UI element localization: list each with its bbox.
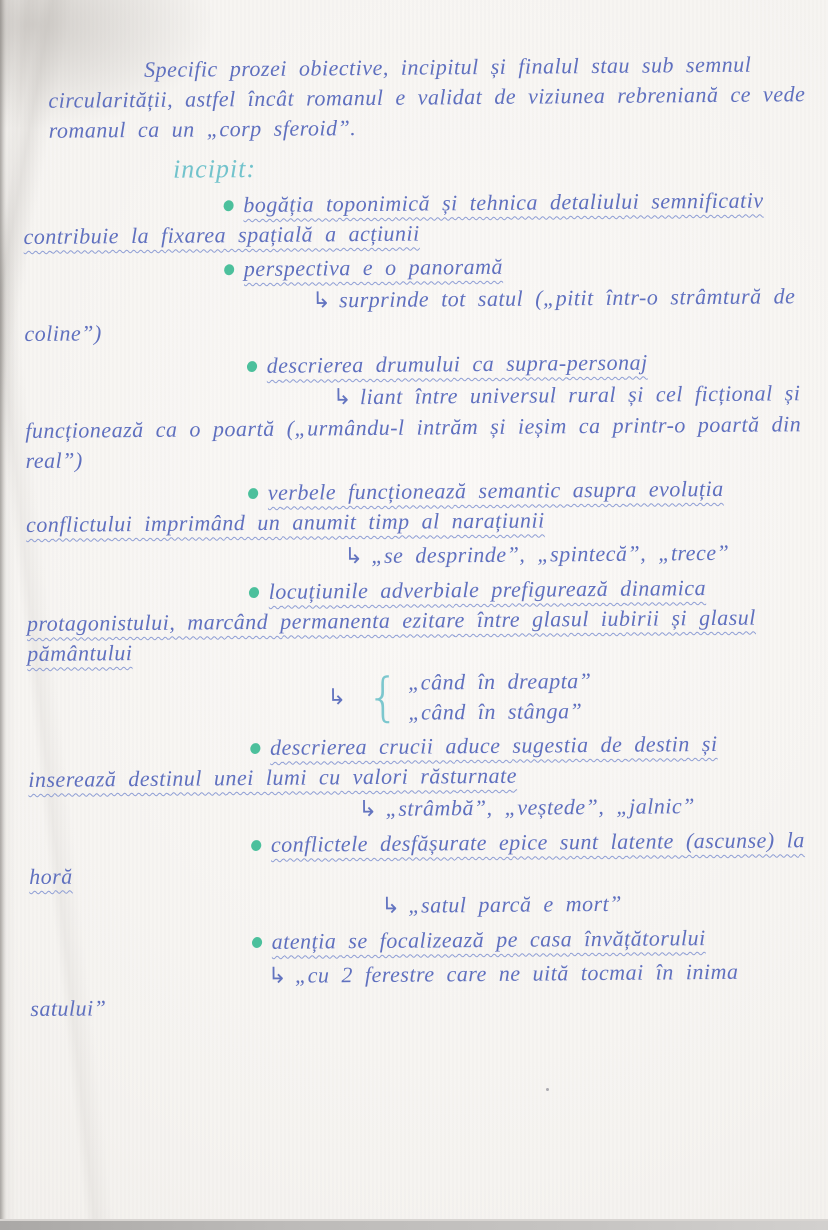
bullet-dot-icon bbox=[250, 839, 263, 852]
bullet-text: verbele funcționează semantic asupra evoluția conflictului imprimând un anumit timp al narațiunii bbox=[25, 475, 724, 537]
paper-left-edge bbox=[0, 0, 5, 1230]
arrow-icon: ↳ bbox=[327, 685, 347, 711]
sub-note bbox=[30, 956, 819, 1024]
arrow-icon: ↳ bbox=[267, 963, 288, 989]
bullet-dot-icon bbox=[251, 936, 264, 949]
arrow-icon: ↳ bbox=[381, 893, 401, 919]
bullet-item bbox=[27, 572, 816, 669]
arrow-icon: ↳ bbox=[332, 385, 353, 411]
sub-note bbox=[25, 378, 814, 476]
intro-paragraph: Specific prozei obiective, incipitul și finalul stau sub semnul circularității, astfel încât romanul e validat de viziunea rebreniană ce vede romanul ca un „corp sferoid”. bbox=[48, 51, 806, 143]
bullet-item bbox=[30, 922, 818, 959]
sub-note-text: „strâmbă”, „veștede”, „jalnic” bbox=[385, 793, 695, 821]
bullet-dot-icon bbox=[223, 263, 236, 276]
paper-bottom-edge bbox=[0, 1219, 828, 1230]
arrow-icon: ↳ bbox=[344, 544, 364, 570]
sub-note-text: „cu 2 ferestre care ne uită tocmai în inima satului” bbox=[30, 958, 739, 1021]
bullet-text: locuțiunile adverbiale prefigurează dinamica protagonistului, marcând permanenta ezitare între glasul iubirii și glasul pământului bbox=[26, 575, 756, 666]
bullet-dot-icon bbox=[246, 360, 259, 373]
bullet-dot-icon bbox=[248, 586, 261, 599]
arrow-icon: ↳ bbox=[312, 288, 332, 314]
sub-note-brace-group bbox=[327, 664, 816, 728]
bullet-item bbox=[28, 728, 816, 795]
sub-note-text: surprinde tot satul („pitit într-o strâmtură de coline”) bbox=[24, 283, 796, 346]
bullet-text: descrierea crucii aduce sugestia de destin și inserează destinul unei lumi cu valori răsturnate bbox=[28, 730, 718, 792]
bullet-text: perspectiva e o panoramă bbox=[243, 253, 504, 282]
incipit-heading: incipit: bbox=[172, 153, 257, 184]
sub-note-text: „se desprinde”, „spintecă”, „trece” bbox=[371, 539, 730, 568]
handwritten-notes bbox=[22, 49, 818, 1024]
quote-line: „când în dreapta” bbox=[407, 668, 592, 695]
sub-note bbox=[24, 281, 813, 349]
brace-icon: { bbox=[366, 667, 401, 729]
sub-note bbox=[26, 537, 814, 575]
bullet-text: bogăția toponimică și tehnica detaliului semnificativ contribuie la fixarea spațială a acțiunii bbox=[23, 187, 764, 249]
arrow-icon: ↳ bbox=[358, 796, 378, 823]
bullet-item bbox=[24, 249, 812, 286]
bullet-dot-icon bbox=[249, 742, 262, 755]
brace-quote-lines bbox=[408, 666, 592, 728]
sub-note bbox=[28, 790, 816, 828]
bullet-item bbox=[29, 825, 817, 892]
bullet-item bbox=[25, 346, 813, 383]
bullet-text: atenția se focalizează pe casa învățătorului bbox=[271, 925, 706, 954]
sub-note bbox=[29, 887, 817, 925]
sub-note-text: „satul parcă e mort” bbox=[408, 890, 623, 918]
stray-ink-dot bbox=[546, 1088, 549, 1091]
bullet-dot-icon bbox=[247, 487, 260, 500]
bullet-text: descrierea drumului ca supra-personaj bbox=[266, 349, 648, 378]
bullet-item bbox=[23, 185, 811, 252]
bullet-dot-icon bbox=[222, 199, 235, 212]
quote-line: „când în stânga” bbox=[408, 698, 583, 725]
bullet-text: conflictele desfășurate epice sunt latente (ascunse) la horă bbox=[29, 827, 805, 889]
bullet-item bbox=[26, 473, 814, 540]
sub-note-text: liant între universul rural și cel ficțional și funcționează ca o poartă („urmându-l intrăm și ieșim ca printr-o poartă din real”) bbox=[25, 380, 802, 473]
